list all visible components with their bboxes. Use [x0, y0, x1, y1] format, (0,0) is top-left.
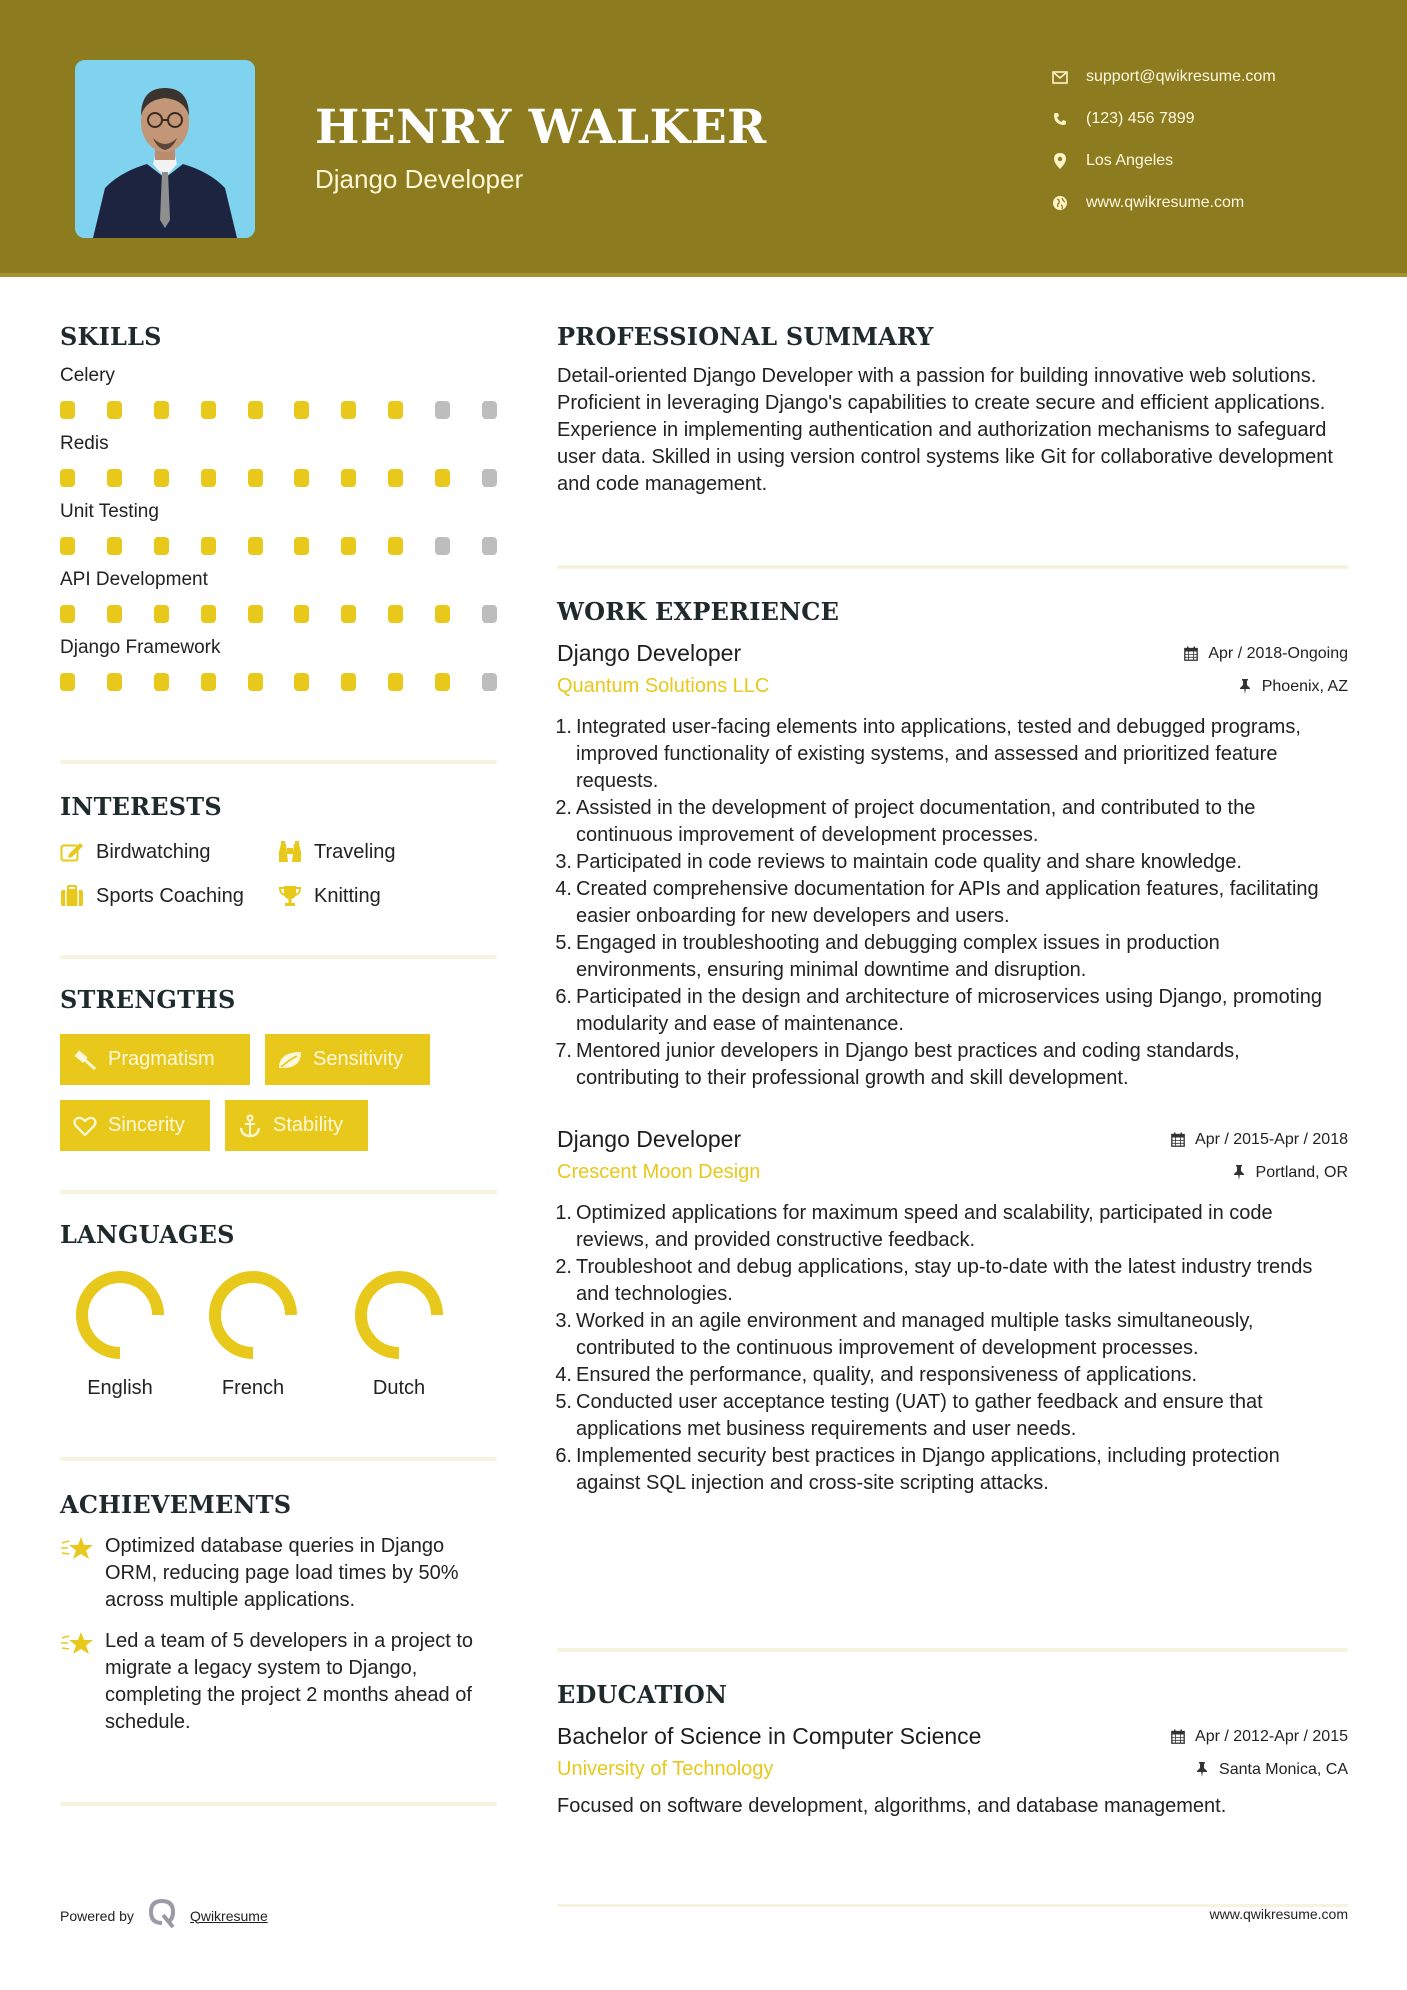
strength-badge	[60, 1100, 210, 1151]
skill-dot-filled	[107, 537, 122, 555]
section-divider	[60, 955, 497, 959]
job-location-text: Phoenix, AZ	[1261, 677, 1348, 695]
job-bullet	[557, 984, 1348, 1038]
skill-dot-filled	[60, 605, 75, 623]
skill-dot-filled	[201, 469, 216, 487]
strength-badge	[60, 1034, 250, 1085]
bullet-text: Participated in code reviews to maintain code quality and share knowledge.	[576, 851, 1242, 873]
job-dates-text: Apr / 2018-Ongoing	[1208, 644, 1348, 662]
bullet-number: 2.	[555, 1256, 572, 1278]
job-title: Django Developer	[557, 640, 742, 666]
skill-dot-empty	[435, 537, 450, 555]
anchor-icon	[237, 1113, 263, 1139]
skill-dot-empty	[435, 401, 450, 419]
bullet-text: Participated in the design and architecture of microservices using Django, promoting modularity and ease of maintenance.	[576, 986, 1322, 1035]
job-title: Django Developer	[557, 1126, 742, 1152]
powered-by-text: Powered by	[60, 1907, 134, 1924]
strength-label: Sensitivity	[313, 1048, 404, 1070]
envelope-icon	[1050, 67, 1070, 87]
skill-dot-filled	[154, 605, 169, 623]
powered-by	[60, 1898, 268, 1933]
skill-dot-filled	[107, 401, 122, 419]
job-dates-text: Apr / 2015-Apr / 2018	[1195, 1130, 1348, 1148]
achievements-title: ACHIEVEMENTS	[60, 1490, 292, 1519]
bullet-text: Optimized applications for maximum speed and scalability, participated in code reviews, and provided constructive feedback.	[576, 1202, 1273, 1251]
work-title: WORK EXPERIENCE	[557, 597, 840, 626]
skill-dot-empty	[482, 401, 497, 419]
skill-dot-filled	[341, 469, 356, 487]
heart-icon	[72, 1113, 98, 1139]
trophy-icon	[278, 884, 302, 908]
job-dates	[1183, 645, 1348, 663]
skill-name: Django Framework	[60, 637, 221, 658]
skill-dot-filled	[107, 673, 122, 691]
job-bullet	[557, 849, 1348, 876]
bullet-number: 4.	[555, 878, 572, 900]
summary-section	[557, 322, 1348, 498]
bullet-number: 6.	[555, 986, 572, 1008]
education-dates	[1170, 1728, 1348, 1746]
job-bullet	[557, 1038, 1348, 1092]
achievement-text: Optimized database queries in Django ORM, reducing page load times by 50% across multiple applications.	[105, 1535, 459, 1611]
contact-website[interactable]	[1050, 182, 1276, 224]
interest-label: Traveling	[314, 840, 396, 863]
globe-icon	[1050, 193, 1070, 213]
skill-rating	[60, 401, 497, 421]
skill-dot-filled	[341, 537, 356, 555]
summary-title: PROFESSIONAL SUMMARY	[557, 322, 934, 351]
skill-dot-filled	[154, 673, 169, 691]
job-bullet	[557, 1200, 1348, 1254]
jobs-list	[557, 640, 1348, 1497]
language-name: French	[221, 1377, 285, 1399]
language-item	[60, 1269, 180, 1400]
achievement-text: Led a team of 5 developers in a project to migrate a legacy system to Django, completing the project 2 months ahead of schedule.	[105, 1630, 474, 1733]
education-location	[1194, 1761, 1348, 1779]
section-divider	[557, 565, 1348, 569]
skills-list	[60, 365, 497, 693]
skill-dot-filled	[294, 401, 309, 419]
job-bullet	[557, 795, 1348, 849]
qwikresume-link[interactable]: Qwikresume	[189, 1907, 268, 1924]
interest-label: Birdwatching	[96, 840, 211, 863]
skill-dot-filled	[154, 469, 169, 487]
skill-dot-filled	[60, 469, 75, 487]
contact-email-text: support@qwikresume.com	[1086, 68, 1276, 85]
skill-dot-filled	[388, 469, 403, 487]
bullet-number: 6.	[555, 1445, 572, 1467]
bullet-text: Mentored junior developers in Django best practices and coding standards, contributing to their professional growth and skill development.	[576, 1040, 1240, 1089]
suitcase-icon	[60, 884, 84, 908]
achievement-item	[60, 1533, 497, 1614]
skill-dot-filled	[294, 605, 309, 623]
job-bullet	[557, 876, 1348, 930]
pushpin-icon	[1194, 1762, 1210, 1778]
skill-rating	[60, 673, 497, 693]
bullet-text: Implemented security best practices in Django applications, including protection against SQL injection and cross-site scripting attacks.	[576, 1445, 1280, 1494]
bullet-text: Conducted user acceptance testing (UAT) to gather feedback and ensure that applications met business requirements and user needs.	[576, 1391, 1263, 1440]
languages-list	[60, 1269, 497, 1400]
section-divider	[60, 760, 497, 764]
skill-rating	[60, 605, 497, 625]
star-icon	[60, 1630, 94, 1658]
company-name: Quantum Solutions LLC	[557, 675, 770, 697]
bullet-text: Engaged in troubleshooting and debugging complex issues in production environments, ensuring minimal downtime and disruption.	[576, 932, 1220, 981]
job-bullet	[557, 930, 1348, 984]
section-divider	[60, 1457, 497, 1461]
binoculars-icon	[278, 840, 302, 864]
skill-dot-empty	[482, 673, 497, 691]
strengths-list	[60, 1034, 497, 1164]
bullet-text: Assisted in the development of project documentation, and contributed to the continuous improvement of development processes.	[576, 797, 1256, 846]
job-location	[1231, 1164, 1348, 1182]
interest-item	[278, 881, 497, 911]
skill-dot-filled	[248, 401, 263, 419]
skill-dot-filled	[294, 673, 309, 691]
interest-label: Sports Coaching	[96, 884, 244, 907]
language-level-ring	[74, 1269, 166, 1361]
profile-photo	[75, 60, 255, 238]
calendar-icon	[1170, 1132, 1186, 1148]
skill-dot-filled	[388, 537, 403, 555]
language-item	[180, 1269, 326, 1400]
bullet-number: 5.	[555, 1391, 572, 1413]
skill-name: Redis	[60, 433, 109, 454]
job-bullets	[557, 1200, 1348, 1497]
edit-icon	[60, 840, 84, 864]
skill-dot-filled	[201, 673, 216, 691]
interest-item	[60, 837, 278, 867]
skill-dot-empty	[482, 605, 497, 623]
skill-dot-filled	[388, 401, 403, 419]
education-section	[557, 1680, 1348, 1820]
bullet-number: 7.	[555, 1040, 572, 1062]
bullet-number: 3.	[555, 851, 572, 873]
job-entry	[557, 640, 1348, 1092]
skill-dot-filled	[248, 673, 263, 691]
skill-dot-filled	[107, 469, 122, 487]
skill-dot-filled	[248, 469, 263, 487]
calendar-icon	[1170, 1729, 1186, 1745]
skill-dot-filled	[60, 537, 75, 555]
skill-dot-filled	[154, 537, 169, 555]
summary-text: Detail-oriented Django Developer with a passion for building innovative web solutions. Proficient in leveraging Django's capabilities to create secure and efficient applications. Experience in implementing authentication and authorization mechanisms to safeguard user data. Skilled in using version control systems like Git for collaborative development and code management.	[557, 365, 1333, 495]
bullet-text: Troubleshoot and debug applications, stay up-to-date with the latest industry trends and technologies.	[576, 1256, 1313, 1305]
language-level-arc	[82, 1277, 158, 1353]
skill-dot-filled	[388, 605, 403, 623]
bullet-number: 1.	[555, 716, 572, 738]
section-divider	[557, 1648, 1348, 1652]
skill-dot-filled	[341, 605, 356, 623]
bullet-text: Integrated user-facing elements into applications, tested and debugged programs, improved functionality of existing systems, and assessed and prioritized feature requests.	[576, 716, 1301, 792]
skill-dot-filled	[60, 673, 75, 691]
bullet-text: Ensured the performance, quality, and responsiveness of applications.	[576, 1364, 1198, 1386]
bullet-number: 5.	[555, 932, 572, 954]
school-name: University of Technology	[557, 1758, 774, 1780]
bullet-number: 4.	[555, 1364, 572, 1386]
skill-dot-filled	[294, 469, 309, 487]
bullet-number: 3.	[555, 1310, 572, 1332]
achievement-item	[60, 1628, 497, 1736]
language-level-ring	[207, 1269, 299, 1361]
education-description: Focused on software development, algorithms, and database management.	[557, 1795, 1227, 1817]
education-dates-text: Apr / 2012-Apr / 2015	[1195, 1727, 1348, 1745]
job-bullets	[557, 714, 1348, 1092]
pushpin-icon	[1231, 1165, 1247, 1181]
candidate-name: HENRY WALKER	[315, 100, 767, 155]
education-location-text: Santa Monica, CA	[1219, 1760, 1348, 1778]
interest-item	[278, 837, 497, 867]
skill-dot-filled	[435, 605, 450, 623]
calendar-icon	[1183, 646, 1199, 662]
skill-dot-filled	[435, 469, 450, 487]
job-bullet	[557, 1362, 1348, 1389]
job-location	[1237, 678, 1348, 696]
interest-item	[60, 881, 278, 911]
interests-section	[60, 792, 497, 911]
skill-dot-filled	[435, 673, 450, 691]
contact-location-text: Los Angeles	[1086, 152, 1174, 169]
skill-dot-filled	[201, 605, 216, 623]
skills-title: SKILLS	[60, 322, 162, 351]
skill-dot-filled	[294, 537, 309, 555]
skill-dot-filled	[201, 537, 216, 555]
skill-rating	[60, 537, 497, 557]
skill-dot-filled	[60, 401, 75, 419]
work-section	[557, 597, 1348, 1497]
strengths-section	[60, 985, 497, 1164]
skill-dot-empty	[482, 537, 497, 555]
education-title: EDUCATION	[557, 1680, 728, 1709]
section-divider	[60, 1190, 497, 1194]
interest-label: Knitting	[314, 884, 381, 907]
map-marker-icon	[1050, 151, 1070, 171]
skill-dot-filled	[341, 673, 356, 691]
languages-section	[60, 1220, 497, 1400]
job-bullet	[557, 1389, 1348, 1443]
strength-badge	[265, 1034, 430, 1085]
gavel-icon	[72, 1047, 98, 1073]
languages-title: LANGUAGES	[60, 1220, 235, 1249]
strength-label: Stability	[273, 1114, 344, 1136]
strength-label: Sincerity	[108, 1114, 185, 1136]
contact-phone[interactable]	[1050, 98, 1276, 140]
star-icon	[60, 1535, 94, 1563]
contact-website-text: www.qwikresume.com	[1086, 194, 1245, 211]
skill-dot-filled	[341, 401, 356, 419]
skill-dot-filled	[388, 673, 403, 691]
skill-dot-filled	[248, 537, 263, 555]
skill-dot-filled	[248, 605, 263, 623]
contact-location	[1050, 140, 1276, 182]
job-bullet	[557, 1308, 1348, 1362]
language-level-arc	[361, 1277, 437, 1353]
skill-dot-filled	[154, 401, 169, 419]
skills-section	[60, 322, 497, 693]
language-name: Dutch	[372, 1377, 426, 1399]
degree-title: Bachelor of Science in Computer Science	[557, 1723, 982, 1749]
candidate-role: Django Developer	[315, 164, 524, 194]
qwikresume-logo-icon	[148, 1898, 176, 1933]
job-bullet	[557, 1443, 1348, 1497]
skill-dot-filled	[107, 605, 122, 623]
bullet-text: Created comprehensive documentation for APIs and application features, facilitating easier onboarding for new developers and users.	[576, 878, 1319, 927]
strength-badge	[225, 1100, 368, 1151]
pushpin-icon	[1237, 679, 1253, 695]
skill-dot-empty	[482, 469, 497, 487]
bullet-number: 2.	[555, 797, 572, 819]
footer-website-link[interactable]: www.qwikresume.com	[1209, 1906, 1348, 1922]
language-level-arc	[215, 1277, 291, 1353]
contact-email[interactable]	[1050, 56, 1276, 98]
language-level-ring	[353, 1269, 445, 1361]
skill-rating	[60, 469, 497, 489]
skill-dot-filled	[201, 401, 216, 419]
education-entry	[557, 1723, 1348, 1820]
bullet-text: Worked in an agile environment and managed multiple tasks simultaneously, contributed to the continuous improvement of development processes.	[576, 1310, 1254, 1359]
job-entry	[557, 1126, 1348, 1497]
skill-name: Celery	[60, 365, 115, 386]
leaf-icon	[277, 1047, 303, 1073]
interests-list	[60, 837, 497, 911]
phone-icon	[1050, 109, 1070, 129]
contact-list	[1050, 56, 1276, 224]
interests-title: INTERESTS	[60, 792, 222, 821]
company-name: Crescent Moon Design	[557, 1161, 761, 1183]
skill-name: Unit Testing	[60, 501, 159, 522]
job-location-text: Portland, OR	[1255, 1163, 1348, 1181]
section-divider	[60, 1802, 497, 1806]
achievements-section	[60, 1490, 497, 1736]
language-item	[326, 1269, 472, 1400]
resume-header	[0, 0, 1407, 277]
job-bullet	[557, 714, 1348, 795]
job-dates	[1170, 1131, 1348, 1149]
strength-label: Pragmatism	[108, 1048, 215, 1070]
bullet-number: 1.	[555, 1202, 572, 1224]
language-name: English	[87, 1377, 153, 1399]
strengths-title: STRENGTHS	[60, 985, 236, 1014]
contact-phone-text: (123) 456 7899	[1086, 110, 1195, 127]
job-bullet	[557, 1254, 1348, 1308]
skill-name: API Development	[60, 569, 208, 590]
